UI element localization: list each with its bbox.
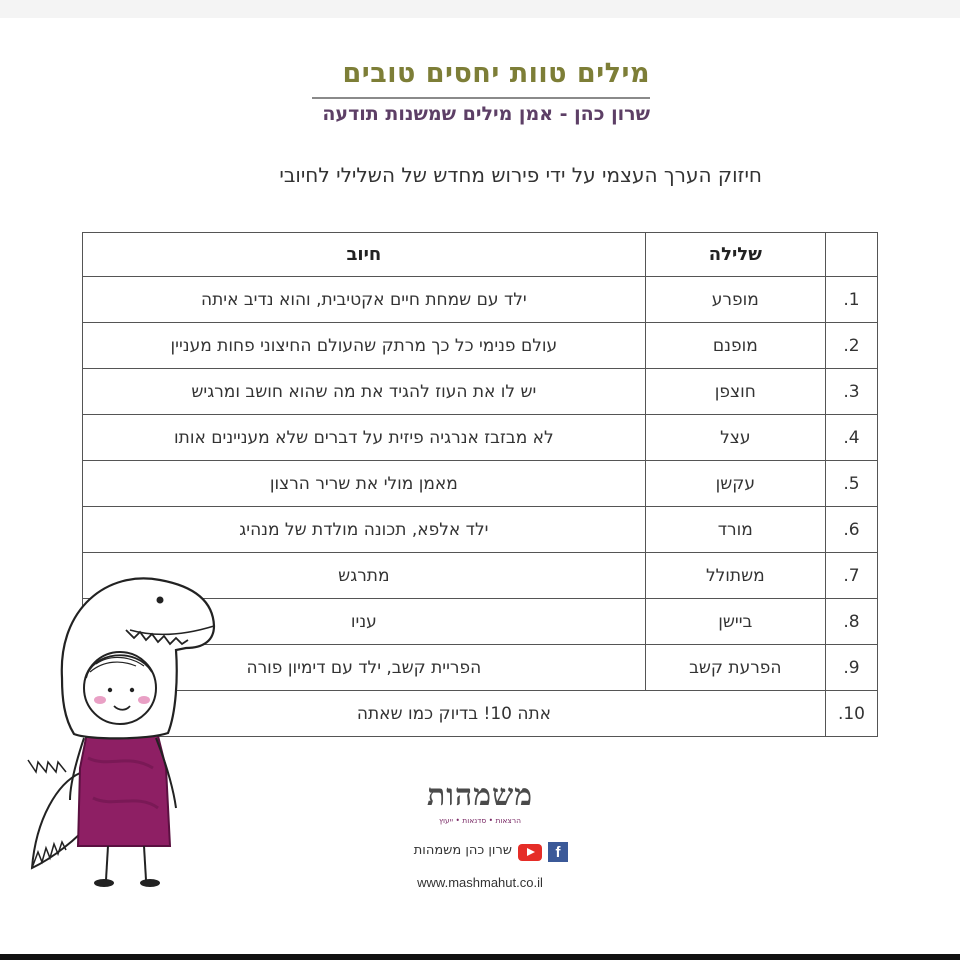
column-header-number [825,233,877,277]
positive-cell: יש לו את העוז להגיד את מה שהוא חושב ומרגיש [83,369,646,415]
table-row [83,369,878,415]
dino-dress [78,728,170,846]
social-name: שרון כהן משמהות [413,843,512,858]
row-number: 10. [825,691,877,737]
page-title: מילים טוות יחסים טובים [342,58,650,89]
negative-cell: עצל [645,415,825,461]
facebook-icon[interactable]: f [548,842,568,862]
positive-cell: עניו [83,599,646,645]
negative-cell: מופרע [645,277,825,323]
brand-logo: משמהות [426,778,534,813]
title-divider [312,97,650,99]
page-subtitle: שרון כהן - אמן מילים שמשנות תודעה [322,103,650,125]
positive-cell: ילד עם שמחת חיים אקטיבית, והוא נדיב איתה [83,277,646,323]
table-row [83,277,878,323]
negative-cell: עקשן [645,461,825,507]
row-number: 3. [825,369,877,415]
row-number: 5. [825,461,877,507]
social-links [380,840,580,864]
negative-cell: הפרעת קשב [645,645,825,691]
negative-cell: מורד [645,507,825,553]
positive-cell: עולם פנימי כל כך מרתק שהעולם החיצוני פחות מעניין [83,323,646,369]
row-number: 8. [825,599,877,645]
website-url[interactable]: www.mashmahut.co.il [417,875,543,890]
row-number: 1. [825,277,877,323]
positive-cell: לא מבזבז אנרגיה פיזית על דברים שלא מעניינים אותו [83,415,646,461]
table-row [83,461,878,507]
positive-cell: הפריית קשב, ילד עם דימיון פורה [83,645,646,691]
dino-girl-illustration [18,568,240,890]
table-row [83,323,878,369]
bottom-band [0,954,960,960]
table-row [83,415,878,461]
positive-cell: אתה 10! בדיוק כמו שאתה [83,691,826,737]
row-number: 4. [825,415,877,461]
positive-cell: מתרגש [83,553,646,599]
negative-cell: חוצפן [645,369,825,415]
column-header-negative: שלילה [645,233,825,277]
negative-cell: מופנם [645,323,825,369]
table-header-row [83,233,878,277]
negative-cell: ביישן [645,599,825,645]
column-header-positive: חיוב [83,233,646,277]
negative-cell: משתולל [645,553,825,599]
row-number: 9. [825,645,877,691]
row-number: 2. [825,323,877,369]
row-number: 7. [825,553,877,599]
brand-tagline: הרצאות • סדנאות • ייעוץ [438,816,522,825]
section-heading: חיזוק הערך העצמי על ידי פירוש מחדש של השלילי לחיובי [279,163,762,187]
positive-cell: ילד אלפא, תכונה מולדת של מנהיג [83,507,646,553]
youtube-icon[interactable] [518,844,542,861]
top-band [0,0,960,18]
row-number: 6. [825,507,877,553]
positive-cell: מאמן מולי את שריר הרצון [83,461,646,507]
table-row [83,507,878,553]
